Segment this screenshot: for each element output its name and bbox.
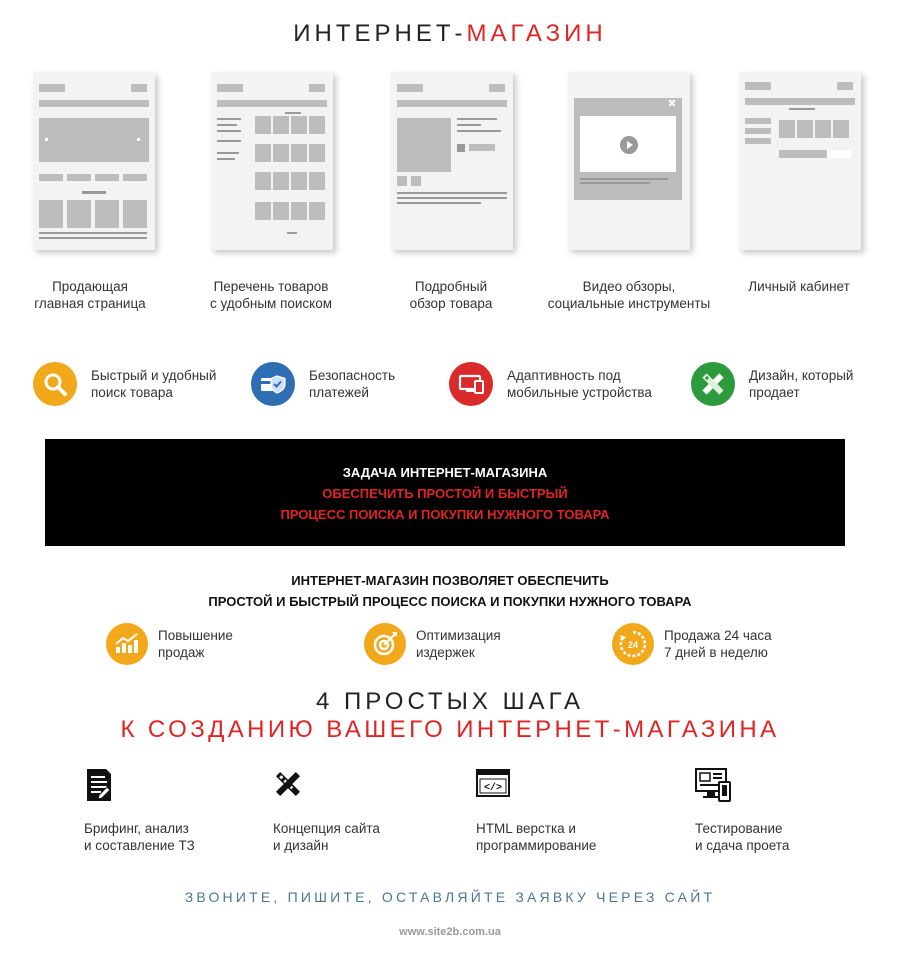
benefit-cost-optimization: Оптимизация издержек [364,623,501,665]
mockup-home-page [33,72,155,250]
mockup-caption-catalog: Перечень товаров с удобным поиском [209,279,333,311]
badge-24: 24 [627,640,639,650]
mockup-catalog [211,72,333,250]
step-concept: Концепция сайта и дизайн [273,821,380,853]
feature-payment-security: Безопасность платежей [251,362,395,406]
steps-heading: 4 ПРОСТЫХ ШАГА [316,688,584,715]
allows-statement: ИНТЕРНЕТ-МАГАЗИН ПОЗВОЛЯЕТ ОБЕСПЕЧИТЬ ПРОСТОЙ И БЫСТРЫЙ ПРОЦЕСС ПОИСКА И ПОКУПКИ НУЖНОГО ТОВАРА [208,573,692,609]
design-tools-icon [272,768,306,802]
mockup-caption-video: Видео обзоры, социальные инструменты [547,279,711,311]
task-line-2: ОБЕСПЕЧИТЬ ПРОСТОЙ И БЫСТРЫЙ [322,486,568,501]
step-testing: Тестирование и сдача проета [695,821,790,853]
mockup-caption-account: Личный кабинет [748,279,850,294]
mockup-video-overlay [568,72,690,250]
call-to-action: ЗВОНИТЕ, ПИШИТЕ, ОСТАВЛЯЙТЕ ЗАЯВКУ ЧЕРЕЗ САЙТ [184,889,716,905]
task-line-3: ПРОЦЕСС ПОИСКА И ПОКУПКИ НУЖНОГО ТОВАРА [280,507,610,522]
steps-subheading: К СОЗДАНИЮ ВАШЕГО ИНТЕРНЕТ-МАГАЗИНА [120,716,780,743]
feature-fast-search: Быстрый и удобный поиск товара [33,362,216,406]
search-icon [33,362,77,406]
mockup-caption-product: Подробный обзор товара [409,279,493,311]
clock-24-icon [612,623,654,665]
payment-shield-icon [251,362,295,406]
document-icon [84,768,118,802]
benefit-sales-growth: Повышение продаж [106,623,233,665]
task-heading: ЗАДАЧА ИНТЕРНЕТ-МАГАЗИНА [342,465,548,480]
code-label: </> [483,783,503,794]
design-tools-icon [691,362,735,406]
benefit-24-7: 24 Продажа 24 часа 7 дней в неделю [612,623,772,665]
mockup-product-detail [391,72,513,250]
step-html: HTML верстка и программирование [476,821,597,853]
mockup-caption-home: Продающая главная страница [34,279,146,311]
step-briefing: Брифинг, анализ и составление ТЗ [84,821,195,853]
feature-design: Дизайн, который продает [691,362,853,406]
testing-monitor-icon [695,768,729,802]
devices-icon [449,362,493,406]
site-url[interactable]: www.site2b.com.ua [399,926,501,938]
feature-adaptive: Адаптивность под мобильные устройства [449,362,652,406]
title-accent: МАГАЗИН [466,20,607,47]
code-window-icon [476,768,510,802]
task-banner [45,439,845,546]
title-main: ИНТЕРНЕТ- [293,20,467,47]
page-title [0,20,900,48]
growth-chart-icon [106,623,148,665]
target-icon [364,623,406,665]
mockup-account [739,72,861,250]
